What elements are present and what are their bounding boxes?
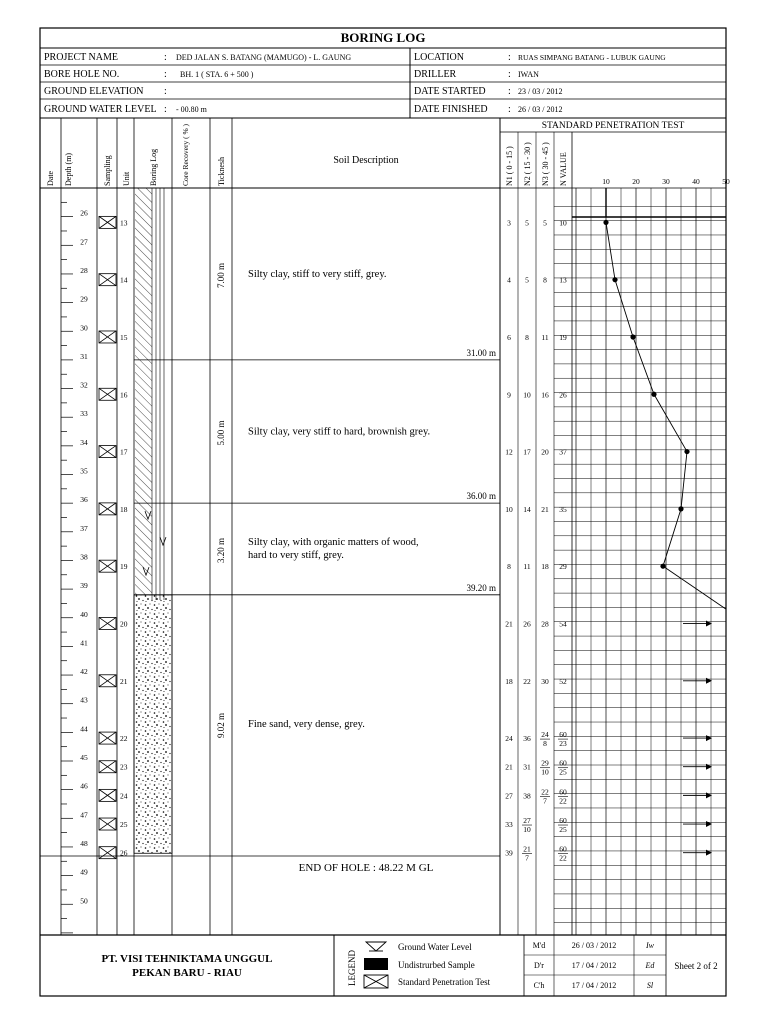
- spt-penetration: 8: [543, 739, 547, 749]
- colon: :: [508, 69, 511, 80]
- depth-label: 38: [80, 552, 88, 562]
- undisturbed-sample-icon: [364, 958, 388, 970]
- col-core-recovery: Core Recovery ( % ): [181, 123, 190, 186]
- signoff-date: 17 / 04 / 2012: [571, 961, 617, 970]
- depth-label: 29: [80, 294, 88, 304]
- unit-number: 21: [120, 676, 128, 686]
- spt-count: 16: [541, 390, 549, 400]
- depth-label: 45: [80, 753, 88, 762]
- spt-count: 4: [507, 275, 511, 285]
- depth-label: 44: [80, 724, 88, 734]
- date-started-value: 23 / 03 / 2012: [518, 87, 563, 96]
- footer: [102, 935, 718, 996]
- driller-label: DRILLER: [414, 69, 457, 80]
- unit-number: 26: [120, 848, 128, 858]
- col-date: Date: [46, 170, 55, 186]
- depth-label: 42: [80, 667, 88, 677]
- colon: :: [164, 86, 167, 97]
- col-sampling: Sampling: [103, 155, 112, 186]
- colon: :: [508, 86, 511, 97]
- layer-pattern: [135, 188, 152, 360]
- spt-count: 19: [559, 332, 567, 342]
- spt-count: 60: [559, 730, 567, 740]
- sheet-number: Sheet 2 of 2: [674, 961, 718, 971]
- company-city: PEKAN BARU - RIAU: [132, 967, 242, 979]
- unit-number: 22: [120, 734, 128, 744]
- depth-label: 35: [80, 466, 88, 476]
- col-boring-log: Boring Log: [149, 148, 158, 186]
- date-finished-label: DATE FINISHED: [414, 104, 488, 115]
- spt-count: 3: [507, 218, 511, 228]
- spt-count: 60: [559, 787, 567, 797]
- ground-water-level-icon: [366, 942, 386, 951]
- spt-penetration: 10: [541, 767, 549, 777]
- header-block: [40, 48, 726, 118]
- spt-count: 52: [559, 676, 567, 686]
- spt-penetration: 22: [559, 853, 567, 863]
- col-n3: N3 ( 30 - 45 ): [541, 142, 550, 186]
- location-value: RUAS SIMPANG BATANG - LUBUK GAUNG: [518, 53, 666, 62]
- spt-point: [630, 334, 635, 339]
- spt-penetration: 7: [525, 853, 529, 863]
- layer-pattern: [135, 503, 152, 595]
- legend-undisturbed: Undistrurbed Sample: [398, 960, 475, 970]
- spt-point: [678, 506, 683, 511]
- spt-count: 29: [541, 758, 549, 768]
- signoff-date: 17 / 04 / 2012: [571, 981, 617, 990]
- col-soil-description: Soil Description: [333, 155, 399, 166]
- col-depth: Depth (m): [64, 152, 73, 186]
- depth-label: 50: [80, 896, 88, 906]
- spt-curve-exit: [663, 566, 726, 609]
- end-of-hole: END OF HOLE : 48.22 M GL: [298, 862, 434, 874]
- spt-count: 60: [559, 844, 567, 854]
- project-name-label: PROJECT NAME: [44, 52, 118, 63]
- spt-point: [651, 392, 656, 397]
- spt-point: [612, 277, 617, 282]
- depth-label: 27: [80, 237, 88, 247]
- legend-spt: Standard Penetration Test: [398, 977, 491, 987]
- layer-thickness: 3.20 m: [216, 537, 226, 563]
- spt-count: 22: [523, 676, 531, 686]
- spt-count: 27: [505, 791, 513, 801]
- unit-number: 16: [120, 390, 128, 400]
- col-thickness: Ticknesh: [217, 156, 226, 186]
- project-name-value: DED JALAN S. BATANG (MAMUGO) - L. GAUNG: [176, 53, 352, 62]
- unit-number: 23: [120, 762, 128, 772]
- column-headings: [46, 121, 685, 186]
- spt-count: 9: [507, 390, 511, 400]
- spt-penetration: 23: [559, 739, 567, 749]
- legend-title: LEGEND: [347, 950, 357, 986]
- layer-bottom-depth: 36.00 m: [466, 491, 496, 502]
- spt-count: 8: [507, 562, 511, 572]
- layer-description: Silty clay, with organic matters of wood,: [248, 536, 419, 548]
- spt-count: 13: [559, 275, 567, 285]
- unit-number: 15: [120, 332, 128, 342]
- spt-tick-label: 40: [692, 177, 700, 186]
- layer-description: Silty clay, very stiff to hard, brownish grey.: [248, 426, 431, 438]
- spt-count: 35: [559, 504, 567, 514]
- depth-label: 41: [80, 638, 88, 648]
- spt-count: 5: [525, 218, 529, 228]
- spt-count: 37: [559, 447, 567, 457]
- unit-number: 19: [120, 562, 128, 572]
- spt-count: 30: [541, 676, 549, 686]
- depth-label: 48: [80, 838, 88, 848]
- spt-count: 21: [541, 504, 549, 514]
- spt-count: 29: [559, 562, 567, 572]
- spt-count: 18: [541, 562, 549, 572]
- depth-label: 46: [80, 781, 88, 791]
- col-n1: N1 ( 0 - 15 ): [505, 146, 514, 186]
- layer-thickness: 7.00 m: [216, 262, 226, 288]
- depth-label: 36: [80, 495, 88, 505]
- spt-chart-grid: [554, 188, 726, 935]
- spt-count: 36: [523, 734, 531, 744]
- spt-count: 6: [507, 332, 511, 342]
- depth-label: 26: [80, 208, 88, 218]
- signoff-date: 26 / 03 / 2012: [571, 941, 617, 950]
- company-name: PT. VISI TEHNIKTAMA UNGGUL: [101, 953, 273, 965]
- spt-count: 24: [505, 734, 513, 744]
- depth-label: 31: [80, 351, 88, 361]
- depth-label: 30: [80, 323, 88, 333]
- spt-count: 39: [505, 848, 513, 858]
- col-spt-title: STANDARD PENETRATION TEST: [541, 121, 685, 131]
- spt-point: [660, 564, 665, 569]
- spt-penetration: 22: [559, 796, 567, 806]
- unit-number: 14: [120, 275, 128, 285]
- unit-number: 18: [120, 504, 128, 514]
- ground-water-label: GROUND WATER LEVEL: [44, 104, 157, 115]
- spt-curve: [606, 222, 687, 566]
- colon: :: [508, 52, 511, 63]
- depth-label: 39: [80, 581, 88, 591]
- spt-count: 60: [559, 758, 567, 768]
- depth-label: 34: [80, 437, 88, 447]
- spt-count: 54: [559, 619, 567, 629]
- spt-count: 17: [523, 447, 531, 457]
- col-n-value: N VALUE: [559, 152, 568, 186]
- spt-count: 11: [523, 562, 531, 572]
- spt-tick-label: 20: [632, 177, 640, 186]
- colon: :: [164, 69, 167, 80]
- spt-count: 22: [541, 787, 549, 797]
- spt-count: 21: [523, 844, 531, 854]
- date-finished-value: 26 / 03 / 2012: [518, 105, 563, 114]
- ground-water-value: - 00.80 m: [176, 105, 207, 114]
- spt-tick-label: 30: [662, 177, 670, 186]
- layer-description: Fine sand, very dense, grey.: [248, 719, 365, 731]
- depth-label: 40: [80, 609, 88, 619]
- layer-thickness: 9.02 m: [216, 713, 226, 739]
- layer-pattern: [135, 595, 172, 853]
- spt-count: 10: [523, 390, 531, 400]
- bore-hole-value: BH. 1 ( STA. 6 + 500 ): [180, 70, 254, 79]
- spt-count: 33: [505, 820, 513, 830]
- spt-count: 14: [523, 504, 531, 514]
- spt-penetration: 25: [559, 767, 567, 777]
- spt-count: 21: [505, 619, 513, 629]
- spt-tick-label: 50: [722, 177, 730, 186]
- spt-count: 5: [525, 275, 529, 285]
- spt-count: 18: [505, 676, 513, 686]
- spt-count: 10: [505, 504, 513, 514]
- depth-label: 49: [80, 867, 88, 877]
- title: BORING LOG: [340, 30, 426, 45]
- colon: :: [164, 52, 167, 63]
- signoff-initials: Iw: [646, 941, 654, 950]
- ground-elevation-label: GROUND ELEVATION: [44, 86, 144, 97]
- spt-penetration: 25: [559, 825, 567, 835]
- unit-number: 20: [120, 619, 128, 629]
- signoff-initials: Ed: [645, 961, 655, 970]
- layer-pattern: [135, 360, 152, 503]
- spt-sample-icon: [364, 975, 388, 988]
- colon: :: [508, 104, 511, 115]
- spt-count: 26: [559, 390, 567, 400]
- col-unit: Unit: [122, 171, 131, 186]
- legend-ground-water: Ground Water Level: [398, 942, 472, 952]
- driller-value: IWAN: [518, 70, 539, 79]
- spt-count: 26: [523, 619, 531, 629]
- spt-count: 10: [559, 218, 567, 228]
- spt-point: [603, 220, 608, 225]
- col-n2: N2 ( 15 - 30 ): [523, 142, 532, 186]
- layer-description: hard to very stiff, grey.: [248, 549, 344, 561]
- spt-count: 38: [523, 791, 531, 801]
- spt-count: 8: [543, 275, 547, 285]
- depth-label: 37: [80, 523, 88, 533]
- unit-number: 25: [120, 820, 128, 830]
- spt-penetration: 7: [543, 796, 547, 806]
- spt-penetration: 10: [523, 825, 531, 835]
- spt-count: 12: [505, 447, 513, 457]
- depth-label: 33: [80, 409, 88, 419]
- layer-bottom-depth: 39.20 m: [466, 582, 496, 593]
- bore-hole-label: BORE HOLE NO.: [44, 69, 120, 80]
- signoff-role: M'd: [532, 941, 546, 950]
- depth-label: 47: [80, 810, 88, 820]
- spt-count: 21: [505, 762, 513, 772]
- spt-point: [684, 449, 689, 454]
- spt-count: 24: [541, 730, 549, 740]
- spt-count: 5: [543, 218, 547, 228]
- signoff-initials: Sl: [646, 981, 654, 990]
- unit-number: 24: [120, 791, 128, 801]
- date-started-label: DATE STARTED: [414, 86, 486, 97]
- unit-number: 13: [120, 218, 128, 228]
- spt-tick-label: 10: [602, 177, 610, 186]
- spt-count: 20: [541, 447, 549, 457]
- signoff-role: D'r: [534, 961, 544, 970]
- spt-count: 28: [541, 619, 549, 629]
- depth-label: 32: [80, 380, 88, 390]
- spt-count: 60: [559, 816, 567, 826]
- spt-chart-axis: [602, 177, 730, 186]
- soil-layers: [134, 188, 500, 853]
- signoff-role: C'h: [533, 981, 545, 990]
- layer-description: Silty clay, stiff to very stiff, grey.: [248, 268, 387, 280]
- location-label: LOCATION: [414, 52, 464, 63]
- wood-fragment-icon: [160, 537, 166, 545]
- colon: :: [164, 104, 167, 115]
- spt-count: 27: [523, 816, 531, 826]
- depth-label: 28: [80, 265, 88, 275]
- layer-thickness: 5.00 m: [216, 420, 226, 446]
- unit-number: 17: [120, 447, 128, 457]
- spt-count: 8: [525, 332, 529, 342]
- depth-scale: [61, 188, 88, 933]
- layer-bottom-depth: 31.00 m: [466, 347, 496, 358]
- spt-count: 31: [523, 762, 531, 772]
- spt-chart-plot: [603, 220, 726, 856]
- spt-count: 11: [541, 332, 549, 342]
- depth-label: 43: [80, 695, 88, 705]
